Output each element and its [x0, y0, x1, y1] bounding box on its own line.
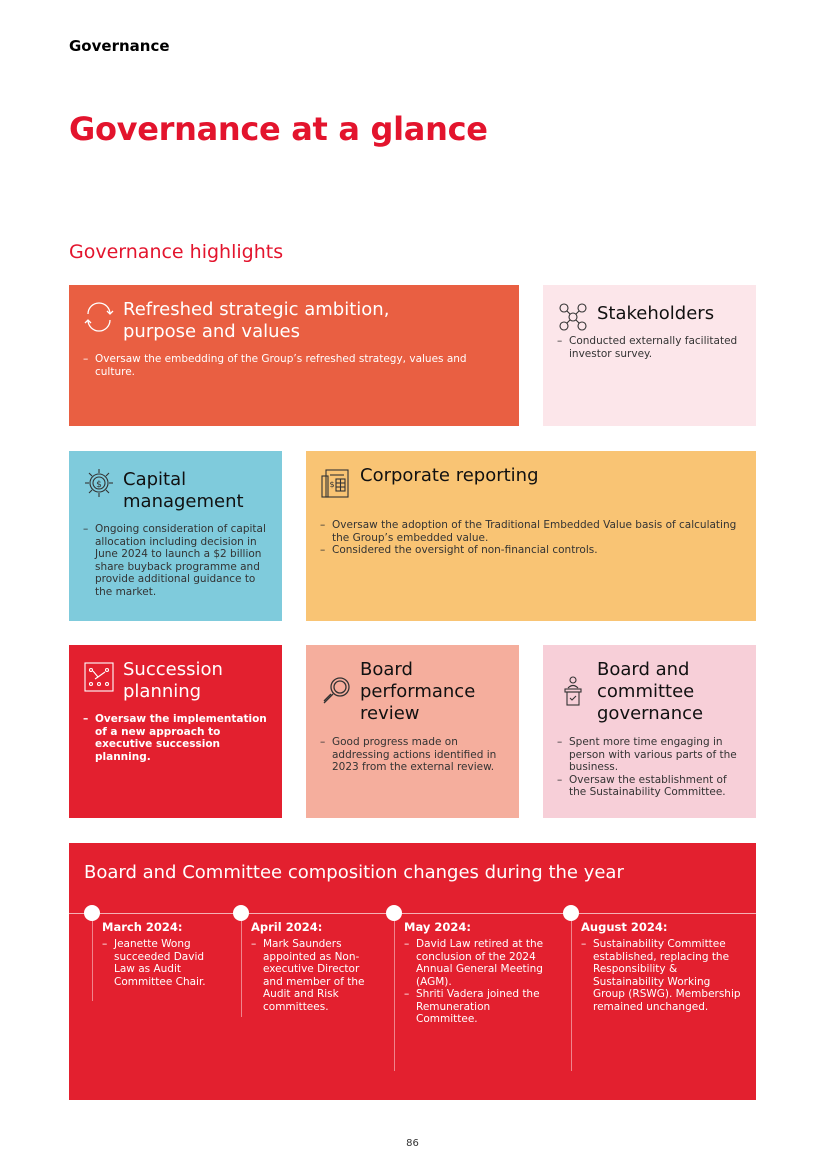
card-bullets	[557, 736, 747, 799]
bullet: – Oversaw the adoption of the Traditional Embedded Value basis of calculating the Group’s embedded value.	[320, 519, 740, 544]
magnifier-icon	[320, 675, 352, 707]
bullet: – Conducted externally facilitated investor survey.	[557, 335, 747, 360]
card-title: Refreshed strategic ambition, purpose and values	[123, 299, 390, 342]
report-document-icon	[320, 467, 352, 499]
composition-timeline	[69, 843, 756, 1100]
bullet: – Sustainability Committee established, replacing the Responsibility & Sustainability Working Group (RSWG). Membership remained unchanged.	[581, 938, 741, 1013]
timeline-bullets	[404, 938, 554, 1026]
timeline-connector	[241, 913, 242, 1017]
card-title: Stakeholders	[597, 303, 715, 324]
card-strategy	[69, 285, 519, 426]
timeline-bullets	[251, 938, 369, 1013]
timeline-connector	[571, 913, 572, 1071]
timeline-bullets	[102, 938, 227, 988]
podium-speaker-icon	[557, 675, 589, 707]
bullet: – Oversaw the implementation of a new approach to executive succession planning.	[83, 713, 273, 763]
bullet: – Good progress made on addressing actions identified in 2023 from the external review.	[320, 736, 510, 774]
card-bullets	[83, 713, 273, 763]
section-subtitle: Governance highlights	[69, 241, 284, 263]
timeline-date: May 2024:	[404, 920, 471, 934]
section-label: Governance	[69, 37, 170, 55]
bullet: – David Law retired at the conclusion of the 2024 Annual General Meeting (AGM).	[404, 938, 554, 988]
timeline-bullets	[581, 938, 741, 1013]
card-stakeholders	[543, 285, 756, 426]
bullet: – Oversaw the embedding of the Group’s refreshed strategy, values and culture.	[83, 353, 493, 378]
strategy-board-icon	[83, 661, 115, 693]
bullet: – Oversaw the establishment of the Sustainability Committee.	[557, 774, 747, 799]
timeline-date: April 2024:	[251, 920, 323, 934]
card-bullets	[83, 353, 493, 378]
timeline-title: Board and Committee composition changes during the year	[84, 862, 624, 883]
bullet: – Spent more time engaging in person with various parts of the business.	[557, 736, 747, 774]
timeline-connector	[92, 913, 93, 1001]
card-bullets	[320, 519, 740, 557]
people-network-icon	[557, 301, 589, 333]
card-title: Board performance review	[360, 659, 476, 724]
refresh-cycle-icon	[83, 301, 115, 333]
card-title: Succession planning	[123, 659, 223, 702]
svg-text:$: $	[96, 480, 102, 490]
timeline-date: March 2024:	[102, 920, 183, 934]
card-capital-management	[69, 451, 282, 621]
card-title: Corporate reporting	[360, 465, 539, 486]
timeline-marker	[386, 905, 402, 921]
card-bullets	[320, 736, 510, 774]
card-bullets	[557, 335, 747, 360]
timeline-date: August 2024:	[581, 920, 668, 934]
page-number: 86	[406, 1138, 419, 1149]
timeline-marker	[84, 905, 100, 921]
card-title: Capital management	[123, 469, 244, 512]
card-title: Board and committee governance	[597, 659, 704, 724]
bullet: – Jeanette Wong succeeded David Law as Audit Committee Chair.	[102, 938, 227, 988]
card-board-performance-review	[306, 645, 519, 818]
dollar-gear-icon	[83, 467, 115, 499]
card-board-committee-governance	[543, 645, 756, 818]
bullet: – Considered the oversight of non-financial controls.	[320, 544, 740, 557]
svg-text:$: $	[329, 480, 335, 489]
card-succession-planning	[69, 645, 282, 818]
timeline-marker	[563, 905, 579, 921]
bullet: – Ongoing consideration of capital allocation including decision in June 2024 to launch a $2 billion share buyback programme and provide additional guidance to the market.	[83, 523, 273, 598]
timeline-connector	[394, 913, 395, 1071]
card-bullets	[83, 523, 273, 598]
bullet: – Shriti Vadera joined the Remuneration Committee.	[404, 988, 554, 1026]
page-title: Governance at a glance	[69, 110, 488, 148]
card-corporate-reporting	[306, 451, 756, 621]
timeline-marker	[233, 905, 249, 921]
timeline-axis	[69, 913, 756, 914]
bullet: – Mark Saunders appointed as Non-executive Director and member of the Audit and Risk committees.	[251, 938, 369, 1013]
